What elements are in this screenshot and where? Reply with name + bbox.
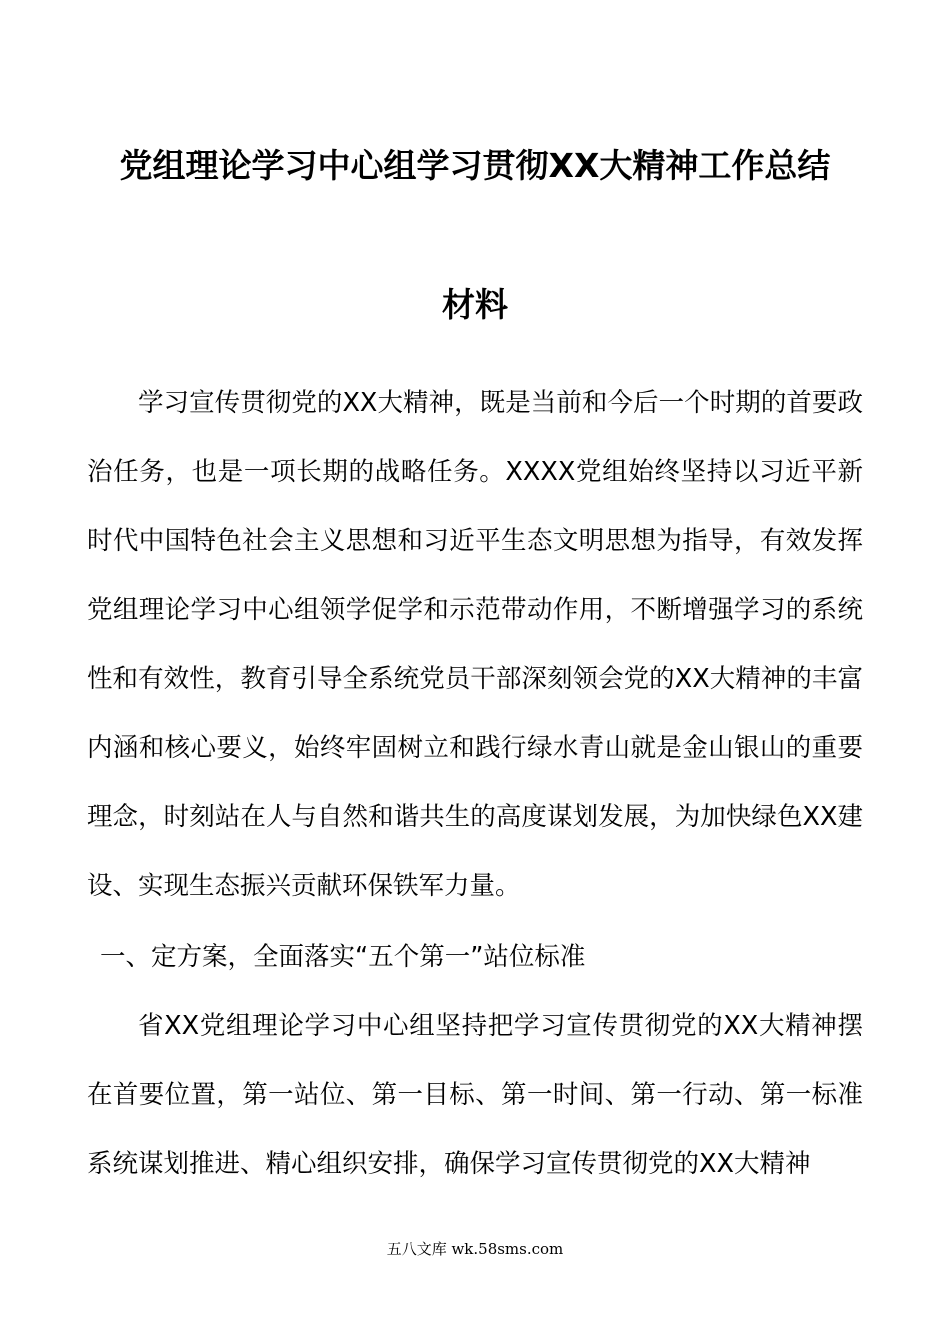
- document-title-line-1: 党组理论学习中心组学习贯彻XX大精神工作总结: [119, 146, 831, 185]
- footer-watermark: 五八文库 wk.58sms.com: [386, 1240, 564, 1258]
- body-paragraph-1: 学习宣传贯彻党的XX大精神，既是当前和今后一个时期的首要政治任务，也是一项长期的战略任务。XXXX党组始终坚持以习近平新时代中国特色社会主义思想和习近平生态文明思想为指导，有效发挥党组理论学习中心组领学促学和示范带动作用，不断增强学习的系统性和有效性，教育引导全系统党员干部深刻领会党的XX大精神的丰富内涵和核心要义，始终牢固树立和践行绿水青山就是金山银山的重要理念，时刻站在人与自然和谐共生的高度谋划发展，为加快绿色XX建设、实现生态振兴贡献环保铁军力量。: [87, 388, 863, 901]
- section-heading-1: 一、定方案，全面落实“五个第一”站位标准: [100, 942, 586, 972]
- body-paragraph-2: 省XX党组理论学习中心组坚持把学习宣传贯彻党的XX大精神摆在首要位置，第一站位、第一目标、第一时间、第一行动、第一标准系统谋划推进、精心组织安排，确保学习宣传贯彻党的XX大精神: [87, 1011, 863, 1179]
- document-title-line-2: 材料: [442, 285, 508, 324]
